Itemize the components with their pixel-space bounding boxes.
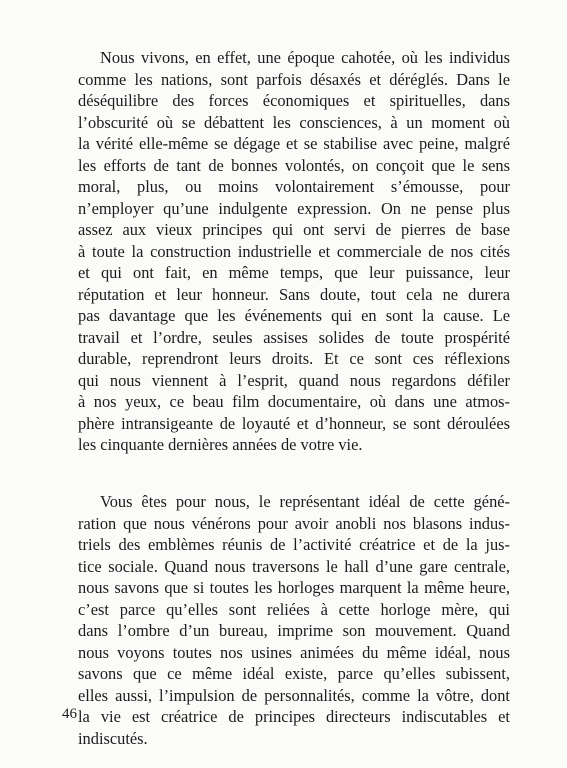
- text-line: déséquilibre des forces économiques et spirituelles, dans: [78, 91, 510, 110]
- text-line: et qui ont fait, en même temps, que leur puissance, leur: [78, 263, 510, 282]
- text-line: Vous êtes pour nous, le représentant idéal de cette géné-: [100, 492, 510, 511]
- text-line: ration que nous vénérons pour avoir anobli nos blasons indus-: [78, 513, 510, 533]
- text-line: comme les nations, sont parfois désaxés et déréglés. Dans le: [78, 69, 510, 89]
- paragraph-1: [78, 47, 510, 456]
- text-line: pas davantage que les événements qui en sont la cause. Le: [78, 306, 510, 325]
- text-line: durable, reprendront leurs droits. Et ce sont ces réflexions: [78, 349, 510, 368]
- text-line: Nous vivons, en effet, une époque cahotée, où les individus: [100, 48, 510, 67]
- text-line: les efforts de tant de bonnes volontés, on conçoit que le sens: [78, 155, 510, 175]
- text-line: dans l’ombre d’un bureau, imprime son mouvement. Quand: [78, 621, 510, 640]
- text-line: nous voyons toutes nos usines animées du même idéal, nous: [78, 642, 510, 662]
- paragraph-2: [78, 491, 510, 749]
- text-line: n’employer qu’une indulgente expression. On ne pense plus: [78, 198, 510, 218]
- text-line: à nos yeux, ce beau film documentaire, où dans une atmos-: [78, 392, 510, 411]
- text-line: qui nous viennent à l’esprit, quand nous regardons défiler: [78, 370, 510, 390]
- text-line: à toute la construction industrielle et commerciale de nos cités: [78, 241, 510, 261]
- text-line: phère intransigeante de loyauté et d’honneur, se sont déroulées: [78, 413, 510, 433]
- text-line: nous savons que si toutes les horloges marquent la même heure,: [78, 578, 510, 597]
- text-line: les cinquante dernières années de votre vie.: [78, 435, 363, 454]
- text-line: indiscutés.: [78, 728, 148, 748]
- text-line: réputation et leur honneur. Sans doute, tout cela ne durera: [78, 284, 510, 304]
- text-line: c’est parce qu’elles sont reliées à cette horloge mère, qui: [78, 599, 510, 619]
- text-line: la vie est créatrice de principes directeurs indiscutables et: [78, 707, 510, 726]
- text-line: moral, plus, ou moins volontairement s’émousse, pour: [78, 177, 510, 196]
- text-line: triels des emblèmes réunis de l’activité créatrice et de la jus-: [78, 535, 510, 554]
- text-line: la vérité elle-même se dégage et se stabilise avec peine, malgré: [78, 134, 510, 153]
- text-line: assez aux vieux principes qui ont servi de pierres de base: [78, 220, 510, 239]
- text-line: elles aussi, l’impulsion de personnalités, comme la vôtre, dont: [78, 685, 510, 705]
- text-line: travail et l’ordre, seules assises solides de toute prospérité: [78, 327, 510, 347]
- text-line: tice sociale. Quand nous traversons le hall d’une gare centrale,: [78, 556, 510, 576]
- text-line: savons que ce même idéal existe, parce qu’elles subissent,: [78, 664, 510, 683]
- text-line: l’obscurité où se débattent les consciences, à un moment où: [78, 112, 510, 132]
- page-number: 46: [62, 706, 77, 722]
